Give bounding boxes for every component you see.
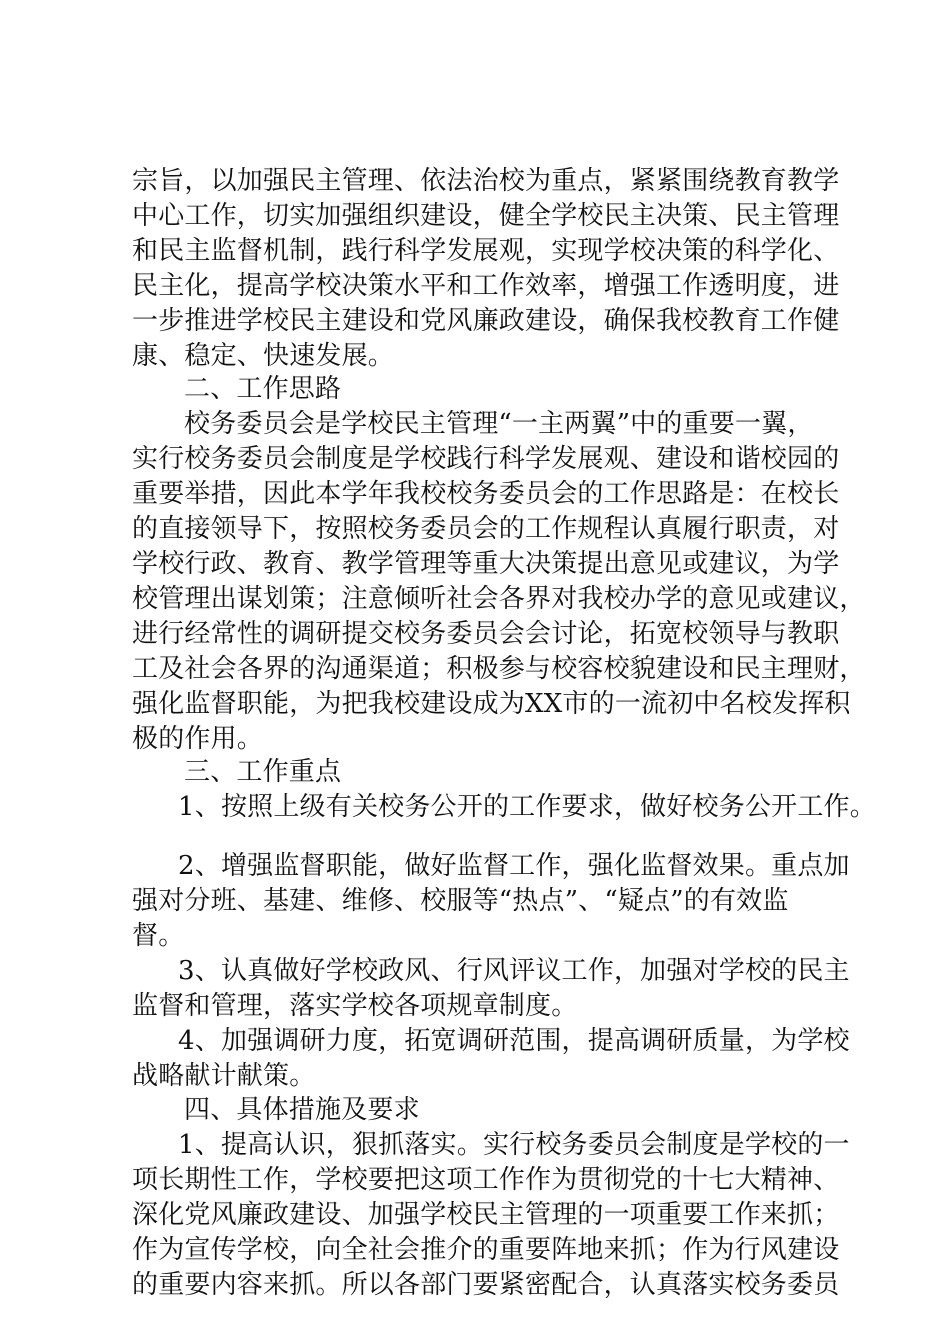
text-line: 校务委员会是学校民主管理“一主两翼”中的重要一翼， <box>184 409 814 439</box>
text-line: 和民主监督机制，践行科学发展观，实现学校决策的科学化、 <box>132 236 840 266</box>
text-line: 的重要内容来抓。所以各部门要紧密配合，认真落实校务委员 <box>132 1270 840 1300</box>
text-line: 监督和管理，落实学校各项规章制度。 <box>132 991 578 1021</box>
section-heading: 二、工作思路 <box>184 374 342 404</box>
text-line: 深化党风廉政建设、加强学校民主管理的一项重要工作来抓； <box>132 1200 840 1230</box>
text-line: 强化监督职能，为把我校建设成为XX市的一流初中名校发挥积 <box>132 689 851 719</box>
text-line: 民主化，提高学校决策水平和工作效率，增强工作透明度，进 <box>132 271 840 301</box>
text-line: 4、加强调研力度，拓宽调研范围，提高调研质量，为学校 <box>178 1026 850 1056</box>
text-line: 宗旨，以加强民主管理、依法治校为重点，紧紧围绕教育教学 <box>132 166 840 196</box>
text-line: 强对分班、基建、维修、校服等“热点”、“疑点”的有效监 <box>132 886 789 916</box>
text-line: 重要举措，因此本学年我校校务委员会的工作思路是：在校长 <box>132 479 840 509</box>
text-line: 康、稳定、快速发展。 <box>132 341 395 371</box>
text-line: 督。 <box>132 921 185 951</box>
section-heading: 四、具体措施及要求 <box>184 1095 420 1125</box>
text-line: 1、按照上级有关校务公开的工作要求，做好校务公开工作。 <box>178 792 876 822</box>
text-line: 1、提高认识，狠抓落实。实行校务委员会制度是学校的一 <box>178 1130 850 1160</box>
text-line: 一步推进学校民主建设和党风廉政建设，确保我校教育工作健 <box>132 306 840 336</box>
section-heading: 三、工作重点 <box>184 757 342 787</box>
text-line: 的直接领导下，按照校务委员会的工作规程认真履行职责，对 <box>132 514 840 544</box>
text-line: 工及社会各界的沟通渠道；积极参与校容校貌建设和民主理财， <box>132 654 866 684</box>
text-line: 进行经常性的调研提交校务委员会会讨论，拓宽校领导与教职 <box>132 619 840 649</box>
text-line: 学校行政、教育、教学管理等重大决策提出意见或建议，为学 <box>132 549 840 579</box>
text-line: 3、认真做好学校政风、行风评议工作，加强对学校的民主 <box>178 956 850 986</box>
text-line: 校管理出谋划策；注意倾听社会各界对我校办学的意见或建议， <box>132 584 866 614</box>
text-line: 项长期性工作，学校要把这项工作作为贯彻党的十七大精神、 <box>132 1165 840 1195</box>
text-line: 实行校务委员会制度是学校践行科学发展观、建设和谐校园的 <box>132 444 840 474</box>
text-line: 2、增强监督职能，做好监督工作，强化监督效果。重点加 <box>178 851 850 881</box>
text-line: 战略献计献策。 <box>132 1061 316 1091</box>
text-line: 作为宣传学校，向全社会推介的重要阵地来抓；作为行风建设 <box>132 1235 840 1265</box>
text-line: 极的作用。 <box>132 724 264 754</box>
text-line: 中心工作，切实加强组织建设，健全学校民主决策、民主管理 <box>132 201 840 231</box>
